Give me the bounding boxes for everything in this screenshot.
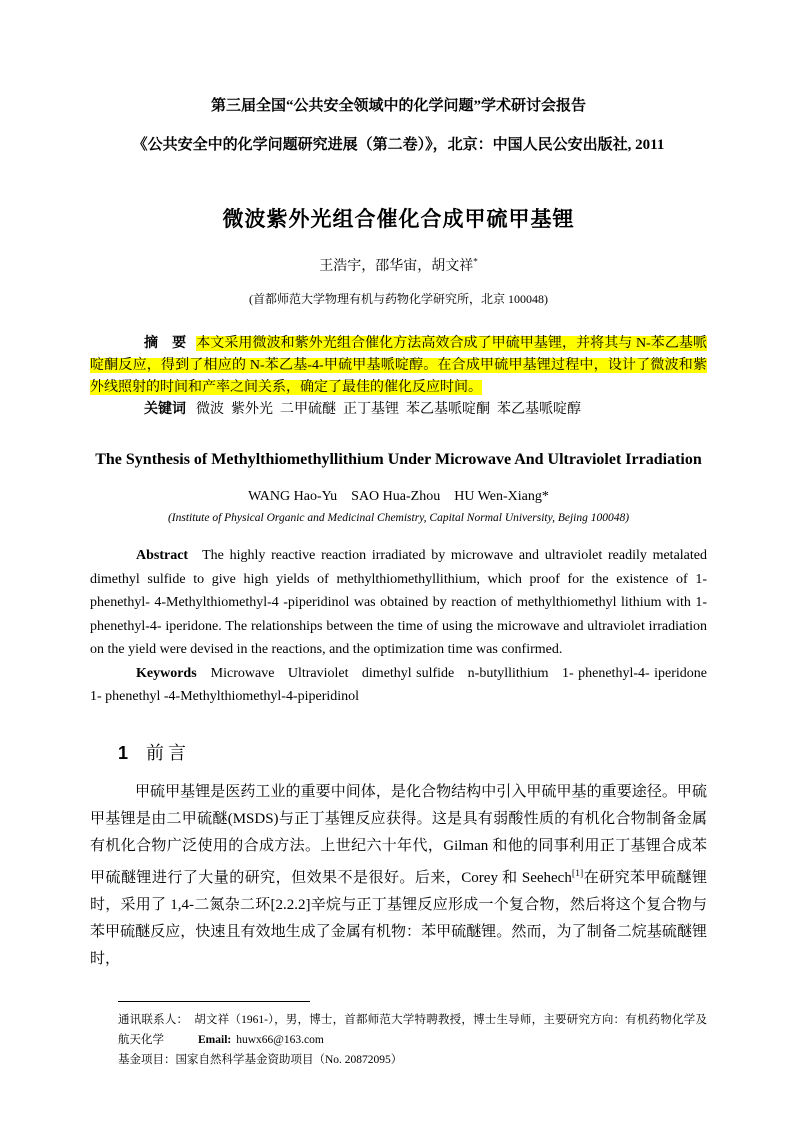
article-title-cn: 微波紫外光组合催化合成甲硫甲基锂 [222,207,575,231]
intro-paragraph [90,779,707,973]
section-title: 前言 [146,742,191,763]
intro-text-after-ref: 在研究苯甲硫醚锂时，采用了 1,4-二氮杂二环[2.2.2]辛烷与正丁基锂反应形成一个复合物，然后将这个复合物与苯甲硫醚反应，快速且有效地生成了金属有机物：苯甲硫醚锂。然而，为了制备二烷基硫醚锂时， [90,869,707,967]
keywords-text-cn: 微波 紫外光 二甲硫醚 正丁基锂 苯乙基哌啶酮 苯乙基哌啶醇 [196,402,581,417]
keywords-en [90,662,718,709]
affiliation-cn: (首都师范大学物理有机与药物化学研究所，北京 100048) [249,292,548,306]
corresponding-author-mark-cn: * [473,256,478,267]
section-heading-intro [90,739,707,765]
abstract-label-en: Abstract [136,548,189,563]
authors-cn-names: 王浩宇，邵华宙，胡文祥 [319,259,474,274]
footnote-fund-label: 基金项目： [118,1053,176,1066]
footnote-email-value: huwx66@163.com [236,1033,324,1046]
footnote [90,1001,707,1070]
article-title-en: The Synthesis of Methylthiomethyllithium Under Microwave And Ultraviolet Irradiation [95,451,702,468]
authors-en-names: WANG Hao-Yu SAO Hua-Zhou HU Wen-Xiang [248,489,542,504]
intro-text-before-ref: 甲硫甲基锂是医药工业的重要中间体，是化合物结构中引入甲硫甲基的重要途径。甲硫甲基锂是由二甲硫醚(MSDS)与正丁基锂反应获得。这是具有弱酸性质的有机化合物制备金属有机化合物广泛使用的合成方法。上世纪六十年代，Gilman 和他的同事利用正丁基锂合成苯甲硫醚锂进行了大量的研究，但效果不是很好。后来，Corey 和 Seehech [90,783,707,886]
abstract-text-cn: 本文采用微波和紫外光组合催化方法高效合成了甲硫甲基锂，并将其与 N-苯乙基哌啶酮反应，得到了相应的 N-苯乙基-4-甲硫甲基哌啶醇。在合成甲硫甲基锂过程中，设计了微波和紫外线照射的时间和产率之间关系，确定了最佳的催化反应时间。 [90,336,707,395]
reference-marker: [1] [571,867,584,879]
section-number: 1 [118,742,129,763]
keywords-label-cn: 关键词 [144,402,186,417]
affiliation-en: (Institute of Physical Organic and Medicinal Chemistry, Capital Normal University, Bejing 100048) [167,512,630,524]
abstract-en [90,544,707,662]
authors-cn [90,255,707,275]
footnote-contact-text: 胡文祥（1961-），男，博士，首都师范大学特聘教授，博士生导师，主要研究方向：有机药物化学及航天化学 [118,1013,708,1046]
abstract-cn [90,333,707,399]
conference-header-line1: 第三届全国“公共安全领域中的化学问题”学术研讨会报告 [210,98,586,114]
abstract-label-cn: 摘 要 [144,336,187,351]
keywords-label-en: Keywords [136,665,197,681]
authors-en [90,489,707,505]
abstract-text-en: The highly reactive reaction irradiated by microwave and ultraviolet readily metalated dimethyl sulfide to give high yields of methylthiomethyllithium, which proof for the existence of 1-phenethyl- 4-Methylthiomethyl-4 -piperidinol was obtained by reaction of methylthiomethyl lithium with 1-phenethyl-4- iperidone. The relationships between the time of using the microwave and ultraviolet irradiation on the yield were devised in the reactions, and the optimization time was confirmed. [90,548,707,657]
corresponding-author-mark-en: * [541,489,549,504]
conference-header-line2: 《公共安全中的化学问题研究进展（第二卷）》，北京：中国人民公安出版社, 2011 [132,137,665,153]
footnote-separator [118,1001,310,1002]
keywords-text-en: Microwave Ultraviolet dimethyl sulfide n-butyllithium 1- phenethyl-4- iperidone 1- phenethyl -4-Methylthiomethyl-4-piperidinol [90,665,718,704]
footnote-contact-label: 通讯联系人： [118,1013,189,1026]
footnote-fund [118,1050,707,1070]
footnote-fund-text: 国家自然科学基金资助项目（No. 20872095） [175,1053,403,1066]
footnote-email-label: Email: [198,1033,232,1046]
conference-header [90,98,707,153]
footnote-contact [118,1010,707,1050]
keywords-cn [90,399,707,421]
